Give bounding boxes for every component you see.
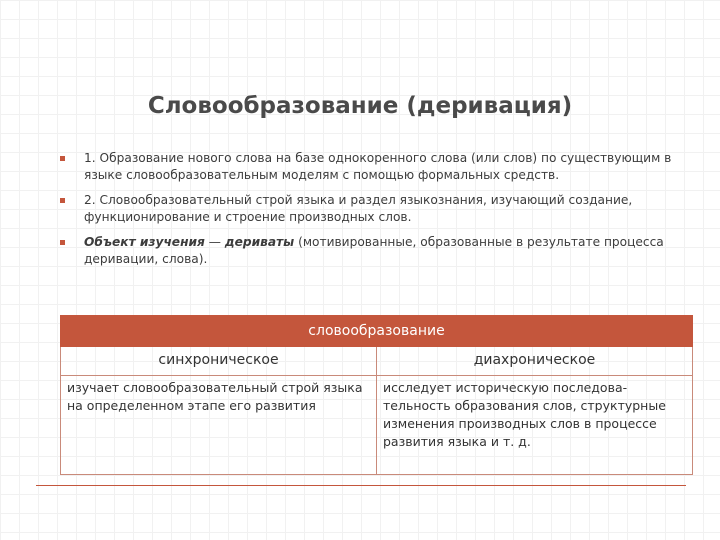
bullet-item xyxy=(58,150,678,184)
square-bullet-icon xyxy=(60,156,65,161)
bullet-term-object: Объект изучения xyxy=(84,235,205,249)
table-header: словообразование xyxy=(61,316,693,347)
bullet-term-derivatives: дериваты xyxy=(224,235,295,249)
square-bullet-icon xyxy=(60,198,65,203)
column-header-synchronic: синхроническое xyxy=(61,347,377,376)
table-cell-diachronic: исследует историческую последова-тельность образования слов, структурные изменения производных слов в процессе развития языка и т. д. xyxy=(377,376,693,475)
column-header-diachronic: диахроническое xyxy=(377,347,693,376)
bullet-item xyxy=(58,192,678,226)
bullet-text: 1. Образование нового слова на базе однокоренного слова (или слов) по существующим в языке словообразовательным моделям с помощью формальных средств. xyxy=(84,151,672,182)
bullet-item xyxy=(58,234,678,268)
bullet-dash: — xyxy=(204,235,225,249)
bullet-text: (мотивированные, образованные в результате процесса деривации, слова). xyxy=(84,235,664,266)
slide-title: Словообразование (деривация) xyxy=(147,93,573,119)
bottom-divider xyxy=(36,485,686,486)
table-cell-synchronic: изучает словообразовательный строй языка на определенном этапе его развития xyxy=(61,376,377,475)
comparison-table xyxy=(60,315,693,475)
square-bullet-icon xyxy=(60,240,65,245)
bullet-text: 2. Словообразовательный строй языка и раздел языкознания, изучающий создание, функционирование и строение производных слов. xyxy=(84,193,633,224)
bullet-list xyxy=(58,150,678,276)
